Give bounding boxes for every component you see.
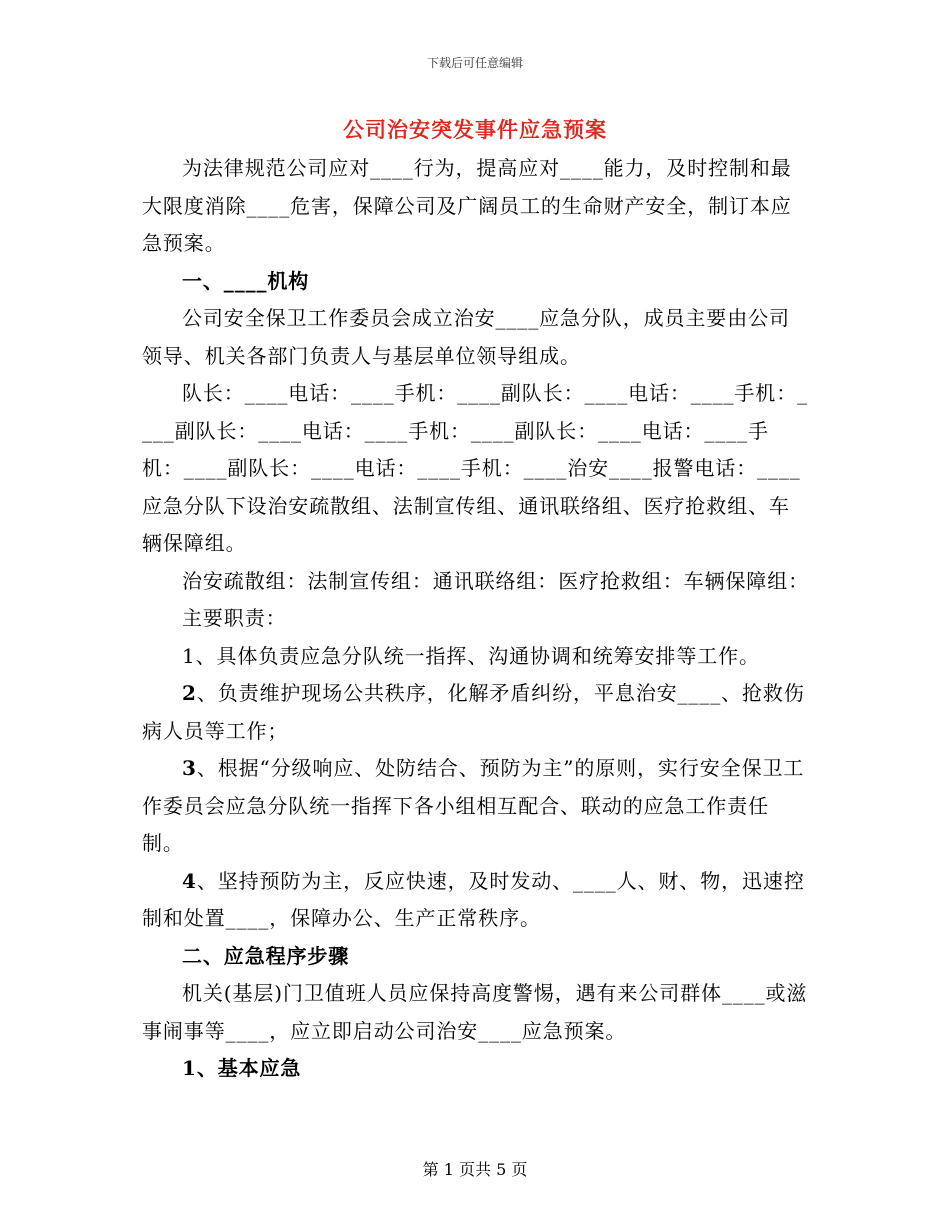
paragraph-contacts: 队长：____电话：____手机：____副队长：____电话：____手机：____副队长：____电话：____手机：____副队长：____电话：____手机：____副队长：____电话：____手机：____治安____报警电话：____应急分队下设治安疏散组、法制宣传组、通讯联络组、医疗抢救组、车辆保障组。	[142, 381, 808, 555]
subsection-heading-basic: 1、基本应急	[182, 1056, 302, 1080]
duty-item-1: 1、具体负责应急分队统一指挥、沟通协调和统筹安排等工作。	[182, 643, 760, 668]
page-number-footer: 第 1 页共 5 页	[422, 1160, 528, 1179]
section-heading-procedure: 二、应急程序步骤	[182, 943, 350, 968]
paragraph-duties-label: 主要职责：	[182, 606, 287, 630]
document-body	[142, 150, 810, 1088]
duty-item-3: 3、根据“分级响应、处防结合、预防为主”的原则，实行安全保卫工作委员会应急分队统一指挥下各小组相互配合、联动的应急工作责任制。	[142, 756, 805, 855]
paragraph-team-formation: 公司安全保卫工作委员会成立治安____应急分队，成员主要由公司领导、机关各部门负责人与基层单位领导组成。	[142, 306, 790, 368]
document-title: 公司治安突发事件应急预案	[343, 117, 607, 142]
duty-item-2: 2、负责维护现场公共秩序，化解矛盾纠纷，平息治安____、抢救伤病人员等工作；	[142, 681, 805, 743]
paragraph-procedure: 机关(基层)门卫值班人员应保持高度警惕，遇有来公司群体____或滋事闹事等____，应立即启动公司治安____应急预案。	[142, 981, 808, 1043]
section-heading-organization: 一、____机构	[182, 268, 310, 293]
paragraph-intro: 为法律规范公司应对____行为，提高应对____能力，及时控制和最大限度消除____危害，保障公司及广阔员工的生命财产安全，制订本应急预案。	[142, 156, 792, 255]
header-note: 下载后可任意编辑	[426, 56, 523, 70]
paragraph-groups: 治安疏散组：法制宣传组：通讯联络组：医疗抢救组：车辆保障组：	[182, 568, 809, 593]
duty-item-4: 4、坚持预防为主，反应快速，及时发动、____人、财、物，迅速控制和处置____，保障办公、生产正常秩序。	[142, 868, 805, 930]
